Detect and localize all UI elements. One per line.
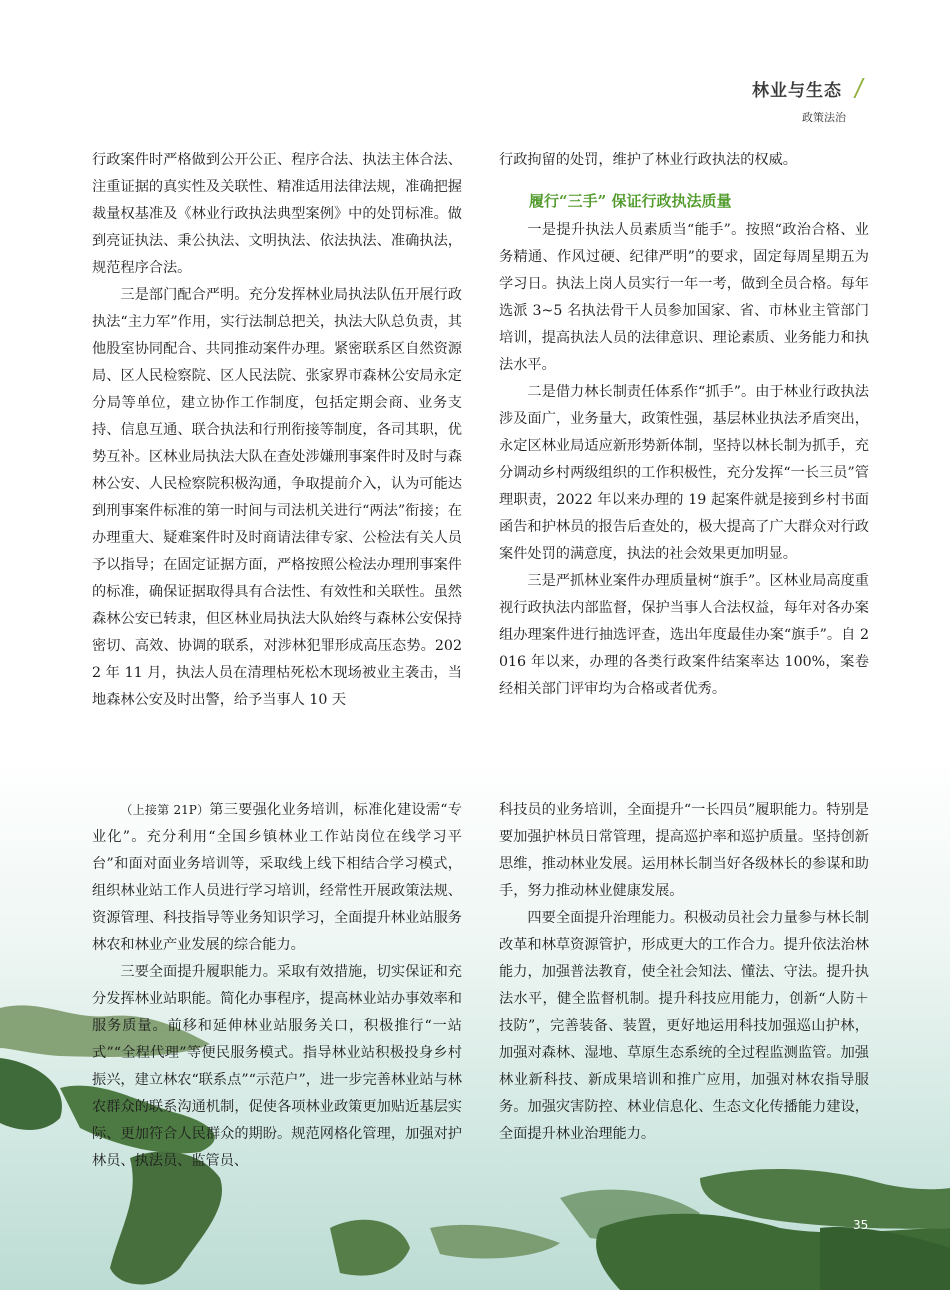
bottom-left-column <box>92 797 462 1175</box>
paragraph-text: 第三要强化业务培训，标准化建设需“专业化”。充分利用“全国乡镇林业工作站岗位在线学习平台”和面对面业务培训等，采取线上线下相结合学习模式，组织林业站工作人员进行学习培训，经常性开展政策法规、资源管理、科技指导等业务知识学习，全面提升林业站服务林农和林业产业发展的综合能力。 <box>92 802 462 953</box>
section-heading: 履行“三手” 保证行政执法质量 <box>529 192 732 210</box>
subsection-label: 政策法治 <box>802 111 846 124</box>
paragraph: 三是部门配合严明。充分发挥林业局执法队伍开展行政执法“主力军”作用，实行法制总把关，执法大队总负责，其他股室协同配合、共同推动案件办理。紧密联系区自然资源局、区人民检察院、区人民法院、张家界市森林公安局永定分局等单位，建立协作工作制度，包括定期会商、业务支持、信息互通、联合执法和行刑衔接等制度，各司其职，优势互补。区林业局执法大队在查处涉嫌刑事案件时及时与森林公安、人民检察院积极沟通，争取提前介入，认为可能达到刑事案件标准的第一时间与司法机关进行“两法”衔接；在办理重大、疑难案件时及时商请法律专家、公检法有关人员予以指导；在固定证据方面，严格按照公检法办理刑事案件的标准，确保证据取得具有合法性、有效性和关联性。虽然森林公安已转隶，但区林业局执法大队始终与森林公安保持密切、高效、协调的联系，对涉林犯罪形成高压态势。2022 年 11 月，执法人员在清理枯死松木现场被业主袭击，当地森林公安及时出警，给予当事人 10 天 <box>92 287 462 708</box>
top-left-column <box>92 147 462 714</box>
paragraph: 一是提升执法人员素质当“能手”。按照“政治合格、业务精通、作风过硬、纪律严明”的要求，固定每周星期五为学习日。执法上岗人员实行一年一考，做到全员合格。每年选派 3~5 名执法骨干人员参加国家、省、市林业主管部门培训，提高执法人员的法律意识、理论素质、业务能力和执法水平。 <box>499 222 869 373</box>
top-right-column <box>499 147 869 703</box>
page-number: 35 <box>853 1218 869 1232</box>
paragraph <box>92 797 462 959</box>
bottom-right-column <box>499 797 869 1148</box>
continued-from-label: （上接第 21P） <box>120 803 210 817</box>
paragraph: 三要全面提升履职能力。采取有效措施，切实保证和充分发挥林业站职能。简化办事程序，提高林业站办事效率和服务质量。前移和延伸林业站服务关口，积极推行“一站式”“全程代理”等便民服务模式。指导林业站积极投身乡村振兴，建立林农“联系点”“示范户”，进一步完善林业站与林农群众的联系沟通机制，促使各项林业政策更加贴近基层实际、更加符合人民群众的期盼。规范网格化管理，加强对护林员、执法员、监管员、 <box>92 964 462 1169</box>
title-slash-decoration <box>853 78 864 98</box>
paragraph: 三是严抓林业案件办理质量树“旗手”。区林业局高度重视行政执法内部监督，保护当事人合法权益，每年对各办案组办理案件进行抽选评查，选出年度最佳办案“旗手”。自 2016 年以来，办理的各类行政案件结案率达 100%，案卷经相关部门评审均为合格或者优秀。 <box>499 573 869 697</box>
section-title: 林业与生态 <box>752 81 842 101</box>
paragraph: 二是借力林长制责任体系作“抓手”。由于林业行政执法涉及面广，业务量大，政策性强，基层林业执法矛盾突出，永定区林业局适应新形势新体制，坚持以林长制为抓手，充分调动乡村两级组织的工作积极性，充分发挥“一长三员”管理职责，2022 年以来办理的 19 起案件就是接到乡村书面函告和护林员的报告后查处的，极大提高了广大群众对行政案件处罚的满意度，执法的社会效果更加明显。 <box>499 384 869 562</box>
paragraph: 行政拘留的处罚，维护了林业行政执法的权威。 <box>499 152 797 168</box>
paragraph: 四要全面提升治理能力。积极动员社会力量参与林长制改革和林草资源管护，形成更大的工作合力。提升依法治林能力，加强普法教育，使全社会知法、懂法、守法。提升执法水平，健全监督机制。提升科技应用能力，创新“人防＋技防”，完善装备、装置，更好地运用科技加强巡山护林，加强对森林、湿地、草原生态系统的全过程监测监管。加强林业新科技、新成果培训和推广应用，加强对林农指导服务。加强灾害防控、林业信息化、生态文化传播能力建设，全面提升林业治理能力。 <box>499 910 869 1142</box>
paragraph: 科技员的业务培训，全面提升“一长四员”履职能力。特别是要加强护林员日常管理，提高巡护率和巡护质量。坚持创新思维，推动林业发展。运用林长制当好各级林长的参谋和助手，努力推动林业健康发展。 <box>499 802 869 899</box>
paragraph: 行政案件时严格做到公开公正、程序合法、执法主体合法、注重证据的真实性及关联性、精准适用法律法规，准确把握裁量权基准及《林业行政执法典型案例》中的处罚标准。做到亮证执法、秉公执法、文明执法、依法执法、准确执法，规范程序合法。 <box>92 152 462 276</box>
